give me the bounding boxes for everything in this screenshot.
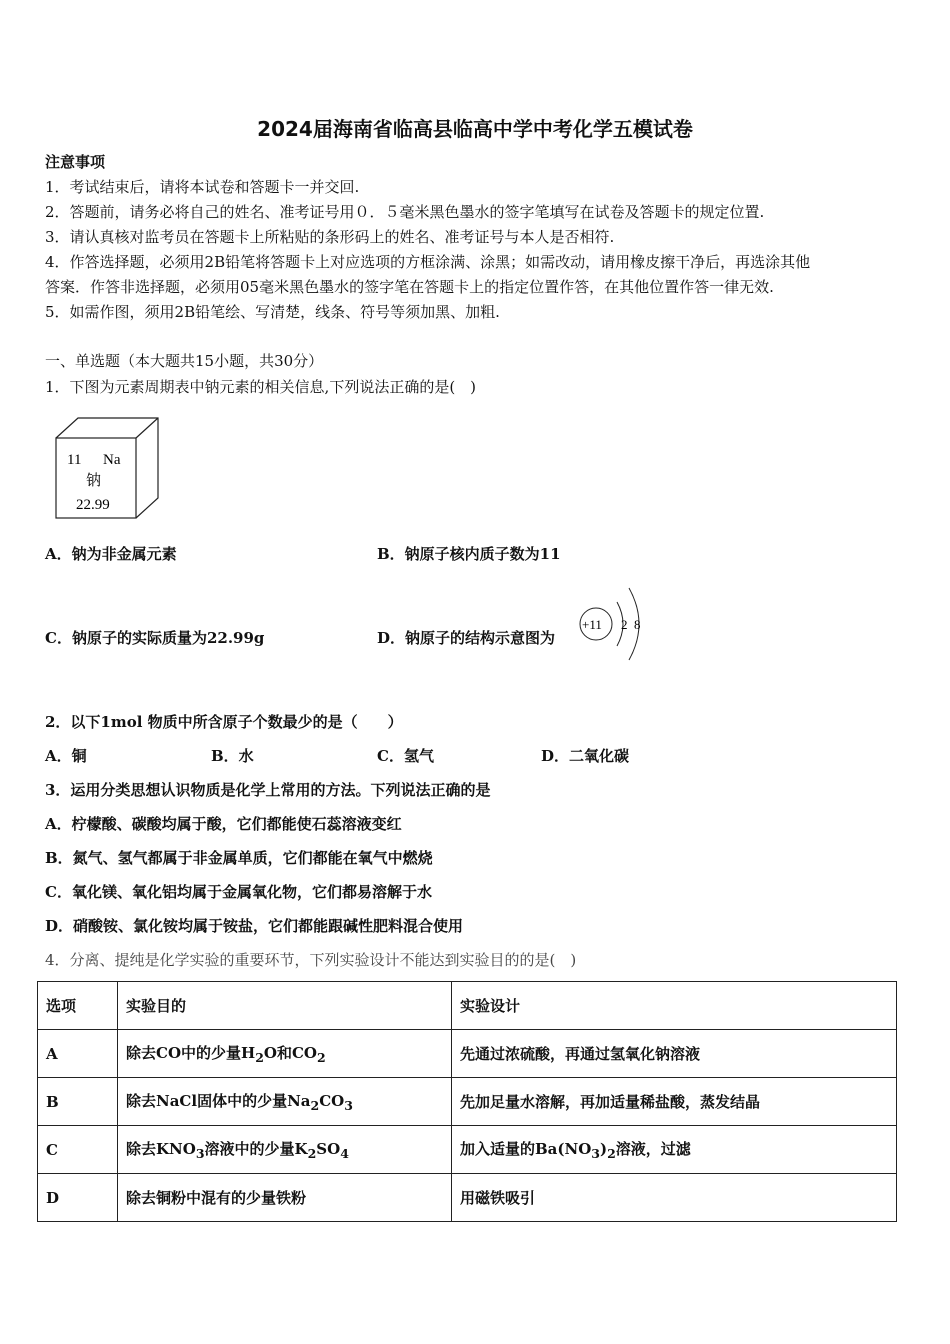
table-header-row: [38, 982, 897, 1030]
element-symbol: Na: [103, 452, 121, 468]
row-design: 加入适量的$Ba(NO_3)_2$溶液，过滤: [452, 1126, 897, 1174]
q1-option-b: B．钠原子核内质子数为11: [377, 545, 561, 563]
table-row: [38, 1078, 897, 1126]
q1-option-a: A．钠为非金属元素: [45, 545, 177, 563]
row-option: D: [38, 1174, 118, 1222]
row-option: C: [38, 1126, 118, 1174]
q3-option-b: B．氮气、氢气都属于非金属单质，它们都能在氧气中燃烧: [45, 849, 433, 867]
row-option: A: [38, 1030, 118, 1078]
row-goal: 除去NaCl固体中的少量$Na_2CO_3$: [118, 1078, 452, 1126]
notice-item: 2．答题前，请务必将自己的姓名、准考证号用０．５毫米黑色墨水的签字笔填写在试卷及答题卡的规定位置.: [45, 203, 765, 221]
notice-item: 4．作答选择题，必须用2B铅笔将答题卡上对应选项的方框涂满、涂黑；如需改动，请用橡皮擦干净后，再选涂其他: [45, 253, 811, 271]
q3-option-a: A．柠檬酸、碳酸均属于酸，它们都能使石蕊溶液变红: [45, 815, 402, 833]
table-row: [38, 1126, 897, 1174]
row-goal: 除去铜粉中混有的少量铁粉: [118, 1174, 452, 1222]
q3-option-c: C．氧化镁、氧化铝均属于金属氧化物，它们都易溶解于水: [45, 883, 432, 901]
row-design: 先通过浓硫酸，再通过氢氧化钠溶液: [452, 1030, 897, 1078]
atomic-number: 11: [67, 452, 82, 468]
notice-heading: 注意事项: [45, 153, 106, 171]
table-row: [38, 1174, 897, 1222]
q1-option-c: C．钠原子的实际质量为22.99g: [45, 629, 265, 647]
q1-stem: 1．下图为元素周期表中钠元素的相关信息,下列说法正确的是( ): [45, 378, 477, 396]
q3-option-d: D．硝酸铵、氯化铵均属于铵盐，它们都能跟碱性肥料混合使用: [45, 917, 464, 935]
q2-option-d: D．二氧化碳: [541, 747, 630, 765]
q1-option-d: D．钠原子的结构示意图为: [377, 629, 556, 647]
row-goal: 除去$KNO_3$溶液中的少量$K_2SO_4$: [118, 1126, 452, 1174]
q2-option-a: A．铜: [45, 747, 87, 765]
sodium-element-card: [54, 416, 162, 520]
row-option: B: [38, 1078, 118, 1126]
q2-option-b: B．水: [211, 747, 254, 765]
shell1-electrons: 2: [621, 617, 628, 632]
nucleus-label: +11: [582, 617, 602, 632]
row-goal: 除去CO中的少量$H_2O$和$CO_2$: [118, 1030, 452, 1078]
header-design: 实验设计: [452, 982, 897, 1030]
q3-stem: 3．运用分类思想认识物质是化学上常用的方法。下列说法正确的是: [45, 781, 491, 799]
section-heading: 一、单选题（本大题共15小题，共30分）: [45, 352, 324, 370]
header-option: 选项: [38, 982, 118, 1030]
atomic-mass: 22.99: [76, 497, 110, 513]
shell2-electrons: 8: [634, 617, 641, 632]
header-goal: 实验目的: [118, 982, 452, 1030]
notice-item: 5．如需作图，须用2B铅笔绘、写清楚，线条、符号等须加黑、加粗.: [45, 303, 500, 321]
element-name: 钠: [86, 471, 102, 489]
notice-item: 答案．作答非选择题，必须用05毫米黑色墨水的签字笔在答题卡上的指定位置作答，在其他位置作答一律无效.: [45, 278, 774, 296]
notice-item: 1．考试结束后，请将本试卷和答题卡一并交回.: [45, 178, 360, 196]
table-row: [38, 1030, 897, 1078]
notice-item: 3．请认真核对监考员在答题卡上所粘贴的条形码上的姓名、准考证号与本人是否相符.: [45, 228, 615, 246]
q2-option-c: C．氢气: [377, 747, 434, 765]
row-design: 先加足量水溶解，再加适量稀盐酸，蒸发结晶: [452, 1078, 897, 1126]
row-design: 用磁铁吸引: [452, 1174, 897, 1222]
q4-stem: 4．分离、提纯是化学实验的重要环节，下列实验设计不能达到实验目的的是( ): [45, 951, 577, 969]
page-title: 2024届海南省临高县临高中学中考化学五模试卷: [257, 117, 693, 141]
atom-structure-diagram: [577, 580, 647, 666]
experiment-table: [37, 981, 897, 1222]
q2-stem: 2．以下1mol 物质中所含原子个数最少的是（ ）: [45, 713, 403, 731]
